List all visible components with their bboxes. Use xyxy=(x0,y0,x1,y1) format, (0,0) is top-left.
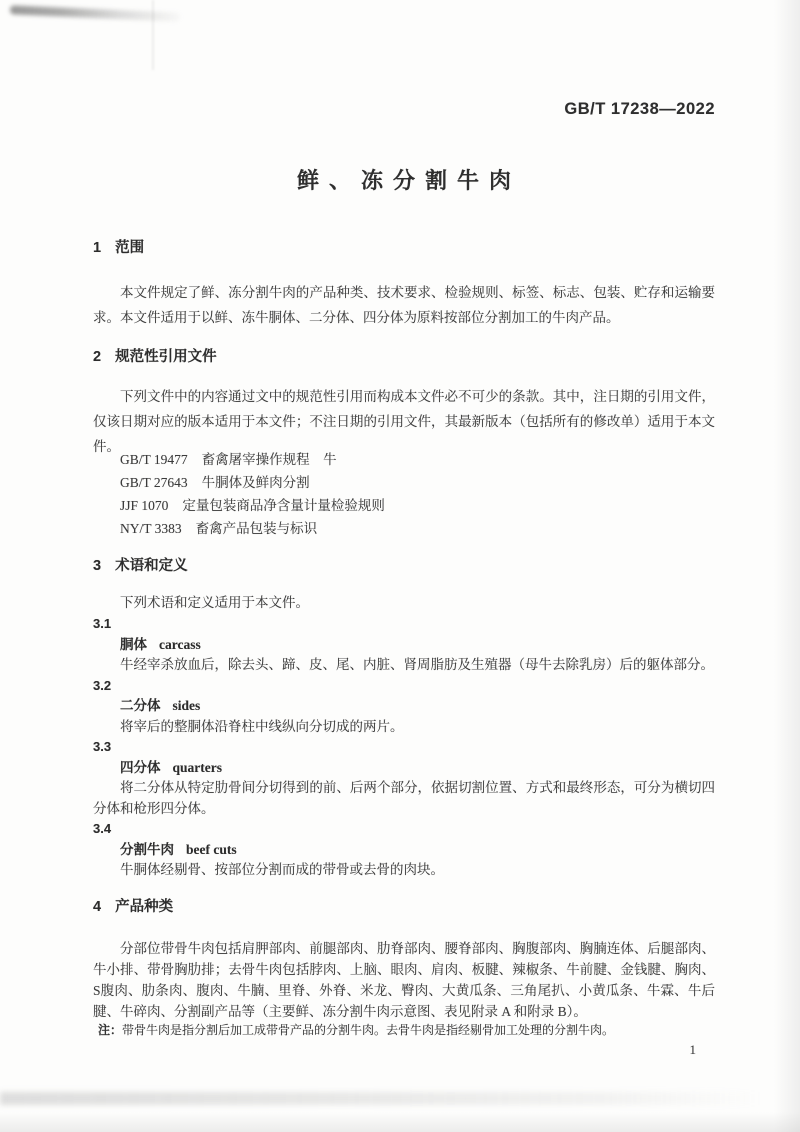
scan-shadow-band xyxy=(0,1092,762,1105)
term-head xyxy=(120,635,715,656)
scan-edge-bottom xyxy=(0,1112,800,1132)
section-3-number: 3 xyxy=(93,558,102,574)
term-en: quarters xyxy=(172,759,222,775)
doc-code: GB/T 17238—2022 xyxy=(564,100,715,118)
section-4-heading xyxy=(93,897,715,917)
scan-streak xyxy=(152,0,154,70)
section-1-paragraph: 本文件规定了鲜、冻分割牛肉的产品种类、技术要求、检验规则、标签、标志、包装、贮存和运输要求。本文件适用于以鲜、冻牛胴体、二分体、四分体为原料按部位分割加工的牛肉产品。 xyxy=(93,285,715,325)
term-number: 3.1 xyxy=(93,616,112,631)
term-cn: 胴体 xyxy=(120,636,147,652)
term-en: carcass xyxy=(159,636,201,652)
reference-title: 畜禽屠宰操作规程 牛 xyxy=(201,452,337,467)
terms-list xyxy=(93,614,715,881)
term-head xyxy=(120,840,715,861)
section-1-title: 范围 xyxy=(115,240,145,256)
section-4-title: 产品种类 xyxy=(115,899,174,915)
term-cn: 四分体 xyxy=(120,759,161,775)
section-1-number: 1 xyxy=(93,240,102,256)
section-2-number: 2 xyxy=(93,349,102,365)
section-3-intro: 下列术语和定义适用于本文件。 xyxy=(120,595,309,610)
section-3-title: 术语和定义 xyxy=(115,558,188,574)
doc-title: 鲜、冻分割牛肉 xyxy=(296,168,521,193)
term-definition: 将宰后的整胴体沿脊柱中线纵向分切成的两片。 xyxy=(120,718,404,734)
section-4-number: 4 xyxy=(93,899,102,915)
reference-title: 定量包装商品净含量计量检验规则 xyxy=(182,498,385,513)
term-item xyxy=(93,676,715,738)
term-number: 3.3 xyxy=(93,739,112,754)
term-cn: 分割牛肉 xyxy=(120,841,174,857)
reference-item xyxy=(120,471,715,494)
section-3-heading xyxy=(93,556,715,576)
reference-item xyxy=(120,448,715,471)
reference-code: JJF 1070 xyxy=(120,498,169,513)
reference-title: 牛胴体及鲜肉分割 xyxy=(201,475,310,490)
section-2-title: 规范性引用文件 xyxy=(115,349,217,365)
term-definition: 将二分体从特定肋骨间分切得到的前、后两个部分，依据切割位置、方式和最终形态，可分为横切四分体和枪形四分体。 xyxy=(93,780,715,816)
section-2-intro: 下列文件中的内容通过文中的规范性引用而构成本文件必不可少的条款。其中，注日期的引用文件，仅该日期对应的版本适用于本文件；不注日期的引用文件，其最新版本（包括所有的修改单）适用于本文件。 xyxy=(93,389,715,454)
term-number: 3.4 xyxy=(93,821,112,836)
term-head xyxy=(120,696,715,717)
term-en: sides xyxy=(172,698,201,713)
normative-references-list xyxy=(93,448,715,540)
note-text: 带骨牛肉是指分割后加工成带骨产品的分割牛肉。去骨牛肉是指经剔骨加工处理的分割牛肉。 xyxy=(122,1023,615,1037)
reference-code: GB/T 19477 xyxy=(120,452,188,467)
page-number: 1 xyxy=(689,1042,696,1057)
section-4-paragraph: 分部位带骨牛肉包括肩胛部肉、前腿部肉、肋脊部肉、腰脊部肉、胸腹部肉、胸腩连体、后腿部肉、牛小排、带骨胸肋排；去骨牛肉包括脖肉、上脑、眼肉、肩肉、板腱、辣椒条、牛前腱、金钱腱、胸肉、S腹肉、肋条肉、腹肉、牛腩、里脊、外脊、米龙、臀肉、大黄瓜条、三角尾扒、小黄瓜条、牛霖、牛后腱、牛碎肉、分割副产品等（主要鲜、冻分割牛肉示意图、表见附录 A 和附录 B）。 xyxy=(93,941,715,1019)
section-4-note xyxy=(93,1022,715,1038)
term-definition: 牛胴体经剔骨、按部位分割而成的带骨或去骨的肉块。 xyxy=(120,862,444,877)
term-item xyxy=(93,614,715,676)
section-2-heading xyxy=(93,347,715,367)
term-head xyxy=(120,758,715,779)
section-3-intro-wrap xyxy=(93,593,715,614)
scan-edge-right xyxy=(774,0,800,1132)
term-en: beef cuts xyxy=(186,841,237,857)
note-label: 注： xyxy=(98,1023,123,1037)
reference-title: 畜禽产品包装与标识 xyxy=(195,521,318,536)
term-item xyxy=(93,737,715,819)
reference-item xyxy=(120,517,715,540)
term-number: 3.2 xyxy=(93,677,112,693)
reference-item xyxy=(120,494,715,517)
scan-smudge xyxy=(10,5,180,21)
term-cn: 二分体 xyxy=(120,698,161,713)
section-1-heading xyxy=(93,238,715,258)
term-definition: 牛经宰杀放血后，除去头、蹄、皮、尾、内脏、肾周脂肪及生殖器（母牛去除乳房）后的躯体部分。 xyxy=(120,657,714,672)
reference-code: GB/T 27643 xyxy=(120,475,188,490)
reference-code: NY/T 3383 xyxy=(120,521,182,536)
term-item xyxy=(93,819,715,881)
